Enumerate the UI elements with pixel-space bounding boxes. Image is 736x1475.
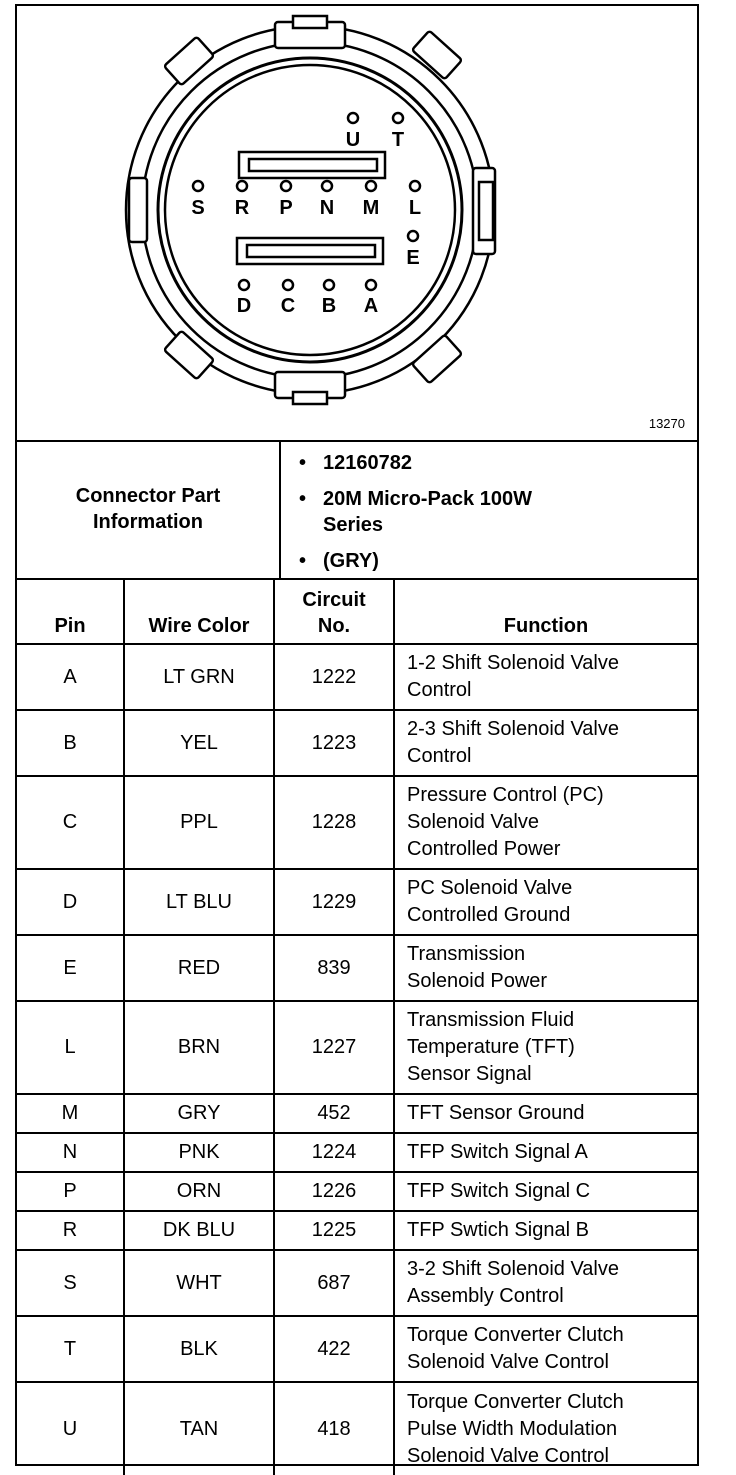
table-row — [17, 710, 697, 776]
pin-label-m: M — [362, 197, 380, 219]
wire-color-cell: WHT — [124, 1250, 274, 1316]
wire-color-cell: LT GRN — [124, 644, 274, 710]
function-cell — [394, 1250, 697, 1316]
table-row — [17, 1316, 697, 1382]
function-line: Solenoid Valve Control — [407, 1444, 609, 1467]
wire-color-cell: DK BLU — [124, 1211, 274, 1250]
function-line: TFT Sensor Ground — [407, 1102, 585, 1124]
function-line: Controlled Ground — [407, 904, 571, 926]
housing-tabs — [129, 16, 495, 404]
wire-color-cell: BLK — [124, 1316, 274, 1382]
header-wire-color: Wire Color — [124, 578, 274, 644]
circuit-cell: 1225 — [274, 1211, 394, 1250]
function-line: Assembly Control — [407, 1285, 564, 1307]
wire-color-cell: PPL — [124, 776, 274, 869]
pin-cell: S — [17, 1250, 124, 1316]
function-cell — [394, 776, 697, 869]
function-line: TFP Switch Signal A — [407, 1141, 588, 1163]
function-line: Controlled Power — [407, 838, 561, 860]
circuit-cell: 418 — [274, 1382, 394, 1475]
function-line: TFP Swtich Signal B — [407, 1219, 589, 1241]
wire-color-cell: PNK — [124, 1133, 274, 1172]
circuit-cell: 1222 — [274, 644, 394, 710]
pin-cavity — [193, 181, 203, 191]
function-cell — [394, 1094, 697, 1133]
table-row — [17, 776, 697, 869]
function-cell — [394, 710, 697, 776]
pin-cell: U — [17, 1382, 124, 1475]
function-line: Transmission Fluid — [407, 1009, 575, 1031]
circuit-cell: 1228 — [274, 776, 394, 869]
pin-cavity — [410, 181, 420, 191]
pin-cell: D — [17, 869, 124, 935]
table-row — [17, 1133, 697, 1172]
pin-cell: R — [17, 1211, 124, 1250]
function-line: Control — [407, 679, 472, 701]
function-cell — [394, 869, 697, 935]
pin-cell: C — [17, 776, 124, 869]
pin-label-t: T — [391, 129, 405, 151]
pin-cavity — [322, 181, 332, 191]
pin-cavity — [408, 231, 418, 241]
wire-color-cell: GRY — [124, 1094, 274, 1133]
connector-face-diagram — [17, 6, 697, 442]
function-cell — [394, 1172, 697, 1211]
table-row — [17, 869, 697, 935]
circuit-cell: 1229 — [274, 869, 394, 935]
function-line: Transmission — [407, 943, 526, 965]
circuit-cell: 1223 — [274, 710, 394, 776]
header-pin: Pin — [17, 578, 124, 644]
function-line: Temperature (TFT) — [407, 1036, 575, 1058]
pin-cell: B — [17, 710, 124, 776]
wire-color-cell: LT BLU — [124, 869, 274, 935]
circuit-cell: 452 — [274, 1094, 394, 1133]
pin-cavity — [393, 113, 403, 123]
connector-drawing — [17, 6, 697, 440]
wire-color-cell: YEL — [124, 710, 274, 776]
pin-cavity — [366, 280, 376, 290]
pin-label-e: E — [406, 247, 420, 269]
table-row — [17, 1211, 697, 1250]
bullet-icon: • — [299, 452, 307, 474]
pin-cavity — [324, 280, 334, 290]
pin-label-d: D — [236, 295, 252, 317]
table-row — [17, 644, 697, 710]
pin-label-b: B — [321, 295, 337, 317]
wire-color-cell: RED — [124, 935, 274, 1001]
function-cell — [394, 1316, 697, 1382]
header-function: Function — [394, 578, 697, 644]
pin-label-l: L — [408, 197, 422, 219]
wire-color-cell: ORN — [124, 1172, 274, 1211]
table-row — [17, 935, 697, 1001]
function-cell — [394, 1001, 697, 1094]
connector-sheet — [15, 4, 699, 1466]
function-line: 3-2 Shift Solenoid Valve — [407, 1258, 619, 1280]
function-line: 2-3 Shift Solenoid Valve — [407, 718, 619, 740]
pin-cavity — [348, 113, 358, 123]
pin-cavity — [237, 181, 247, 191]
function-line: Control — [407, 745, 472, 767]
pin-assignment-table — [17, 578, 697, 1475]
connector-info-label: Connector Part Information — [17, 440, 281, 578]
pin-label-u: U — [345, 129, 361, 151]
figure-number: 13270 — [648, 416, 685, 431]
circuit-cell: 1224 — [274, 1133, 394, 1172]
function-cell — [394, 1211, 697, 1250]
pin-cell: A — [17, 644, 124, 710]
table-row — [17, 1250, 697, 1316]
part-number: • 12160782 — [299, 452, 412, 474]
circuit-cell: 422 — [274, 1316, 394, 1382]
connector-info-list — [281, 440, 697, 578]
pin-label-s: S — [191, 197, 205, 219]
pin-cavity — [239, 280, 249, 290]
function-line: Solenoid Valve — [407, 811, 539, 833]
pin-cell: M — [17, 1094, 124, 1133]
connector-part-info — [17, 440, 697, 580]
pin-label-a: A — [363, 295, 379, 317]
function-line: Sensor Signal — [407, 1063, 532, 1085]
pin-labels — [191, 129, 421, 317]
function-line: 1-2 Shift Solenoid Valve — [407, 652, 619, 674]
function-line: Solenoid Power — [407, 970, 548, 992]
pin-cell: N — [17, 1133, 124, 1172]
function-cell — [394, 1133, 697, 1172]
pin-label-c: C — [280, 295, 296, 317]
pin-label-p: P — [279, 197, 293, 219]
function-cell — [394, 935, 697, 1001]
function-line: PC Solenoid Valve — [407, 877, 573, 899]
function-line: Torque Converter Clutch — [407, 1390, 624, 1413]
pin-cell: T — [17, 1316, 124, 1382]
table-row — [17, 1172, 697, 1211]
table-row — [17, 1382, 697, 1475]
table-header-row — [17, 578, 697, 644]
function-line: Solenoid Valve Control — [407, 1351, 609, 1373]
function-cell — [394, 1382, 697, 1475]
pin-label-n: N — [319, 197, 335, 219]
pin-cavity — [283, 280, 293, 290]
table-row — [17, 1094, 697, 1133]
header-circuit-no: Circuit No. — [274, 578, 394, 644]
function-line: Pressure Control (PC) — [407, 784, 604, 806]
function-line: TFP Switch Signal C — [407, 1180, 591, 1202]
circuit-cell: 839 — [274, 935, 394, 1001]
wire-color-cell: BRN — [124, 1001, 274, 1094]
pin-cell: P — [17, 1172, 124, 1211]
pin-cell: L — [17, 1001, 124, 1094]
function-line: Torque Converter Clutch — [407, 1324, 624, 1346]
connector-color: • (GRY) — [299, 550, 379, 572]
pin-label-r: R — [234, 197, 250, 219]
bullet-icon: • — [299, 550, 307, 572]
table-row — [17, 1001, 697, 1094]
pin-cavity — [366, 181, 376, 191]
bullet-icon: • — [299, 488, 307, 510]
wire-color-cell: TAN — [124, 1382, 274, 1475]
circuit-cell: 1227 — [274, 1001, 394, 1094]
pin-cavity — [281, 181, 291, 191]
circuit-cell: 687 — [274, 1250, 394, 1316]
function-cell — [394, 644, 697, 710]
function-line: Pulse Width Modulation — [407, 1417, 618, 1440]
circuit-cell: 1226 — [274, 1172, 394, 1211]
connector-series: • 20M Micro-Pack 100W Series — [299, 488, 532, 536]
pin-rows — [17, 644, 697, 1475]
pin-cell: E — [17, 935, 124, 1001]
